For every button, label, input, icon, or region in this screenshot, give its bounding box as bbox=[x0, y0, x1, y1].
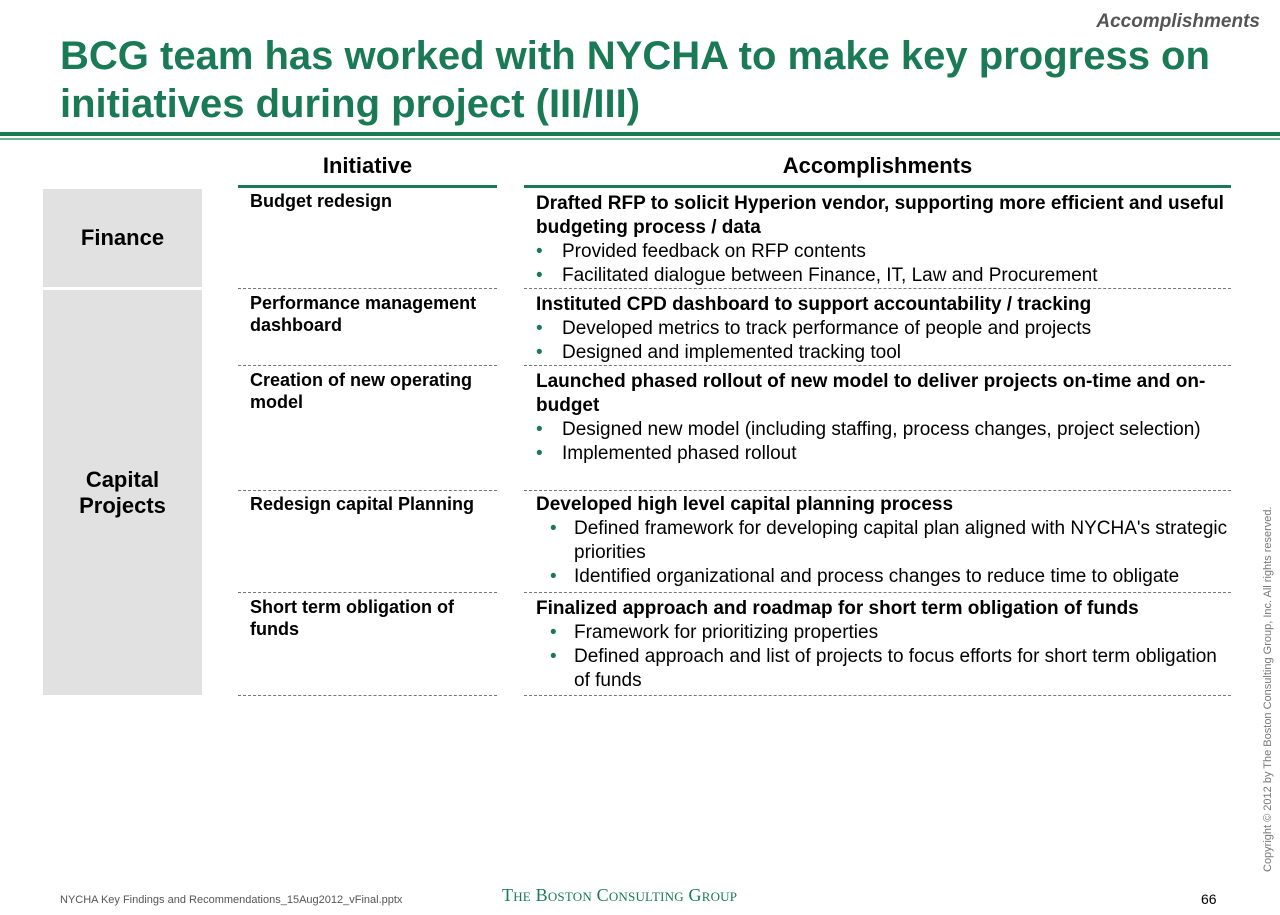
accomplishment-row bbox=[536, 293, 1236, 365]
row-divider bbox=[238, 288, 497, 289]
footer-filename: NYCHA Key Findings and Recommendations_15Aug2012_vFinal.pptx bbox=[60, 894, 403, 906]
bullet-icon: • bbox=[550, 646, 557, 667]
bullet-item: • Defined framework for developing capital plan aligned with NYCHA's strategic priorities bbox=[550, 518, 1228, 563]
bullet-item: • Defined approach and list of projects to focus efforts for short term obligation of funds bbox=[550, 646, 1217, 691]
row-divider bbox=[238, 592, 497, 593]
initiative-operating-model: Creation of new operating model bbox=[250, 370, 473, 412]
initiative-header-rule bbox=[238, 185, 497, 188]
section-tag: Accomplishments bbox=[1096, 11, 1260, 32]
bullet-item: • Implemented phased rollout bbox=[536, 443, 797, 464]
accomplishment-row bbox=[536, 192, 1236, 288]
initiative-performance-dashboard: Performance management dashboard bbox=[250, 293, 477, 335]
bullet-icon: • bbox=[536, 419, 543, 440]
copyright-notice: Copyright © 2012 by The Boston Consulting Group, Inc. All rights reserved. bbox=[1262, 506, 1274, 872]
row-divider bbox=[524, 592, 1231, 593]
accomplishment-headline: Drafted RFP to solicit Hyperion vendor, supporting more efficient and useful budgeting process / data bbox=[536, 193, 1224, 238]
bullet-icon: • bbox=[550, 622, 557, 643]
bullet-icon: • bbox=[536, 342, 543, 363]
initiative-budget-redesign: Budget redesign bbox=[250, 191, 393, 211]
category-capital-projects bbox=[43, 290, 202, 695]
accomplishment-bullets bbox=[536, 418, 1236, 466]
bullet-item: • Identified organizational and process changes to reduce time to obligate bbox=[550, 566, 1180, 587]
row-divider bbox=[238, 490, 497, 491]
accomplishment-bullets bbox=[536, 317, 1236, 365]
title-rule-thick bbox=[0, 132, 1280, 136]
accomplishment-bullets bbox=[536, 517, 1236, 589]
accomplishment-headline: Instituted CPD dashboard to support accountability / tracking bbox=[536, 294, 1092, 315]
bullet-icon: • bbox=[536, 241, 543, 262]
accomplishment-headline: Finalized approach and roadmap for short term obligation of funds bbox=[536, 598, 1139, 619]
row-divider bbox=[238, 365, 497, 366]
category-capital-label: Capital Projects bbox=[79, 466, 166, 518]
accomplishments-column-header: Accomplishments bbox=[782, 153, 973, 178]
row-divider bbox=[524, 695, 1231, 696]
row-divider bbox=[524, 365, 1231, 366]
bullet-item: • Facilitated dialogue between Finance, IT, Law and Procurement bbox=[536, 265, 1098, 286]
bullet-icon: • bbox=[536, 265, 543, 286]
bullet-item: • Provided feedback on RFP contents bbox=[536, 241, 866, 262]
initiative-column-header: Initiative bbox=[322, 153, 413, 178]
bullet-item: • Developed metrics to track performance of people and projects bbox=[536, 318, 1092, 339]
bullet-icon: • bbox=[536, 443, 543, 464]
bullet-item: • Framework for prioritizing properties bbox=[550, 622, 879, 643]
slide-title: BCG team has worked with NYCHA to make key progress on initiatives during project (III/III) bbox=[60, 34, 1210, 126]
accomplishment-bullets bbox=[536, 240, 1236, 288]
accomplishments-header-rule bbox=[524, 185, 1231, 188]
initiative-capital-planning: Redesign capital Planning bbox=[250, 494, 475, 514]
category-finance: Finance bbox=[43, 189, 202, 287]
title-rule-thin bbox=[0, 138, 1280, 140]
accomplishment-headline: Launched phased rollout of new model to deliver projects on-time and on-budget bbox=[536, 371, 1206, 416]
bcg-logo: The Boston Consulting Group bbox=[502, 885, 738, 905]
bullet-icon: • bbox=[536, 318, 543, 339]
bullet-icon: • bbox=[550, 518, 557, 539]
bullet-item: • Designed and implemented tracking tool bbox=[536, 342, 902, 363]
accomplishment-row bbox=[536, 370, 1236, 466]
page-number: 66 bbox=[1201, 891, 1217, 907]
initiative-short-term-obligation: Short term obligation of funds bbox=[250, 597, 454, 639]
accomplishment-headline: Developed high level capital planning process bbox=[536, 494, 954, 515]
accomplishment-row bbox=[536, 597, 1236, 693]
bullet-item: • Designed new model (including staffing, process changes, project selection) bbox=[536, 419, 1201, 440]
accomplishment-row bbox=[536, 493, 1236, 589]
row-divider bbox=[524, 490, 1231, 491]
row-divider bbox=[238, 695, 497, 696]
bullet-icon: • bbox=[550, 566, 557, 587]
accomplishment-bullets bbox=[536, 621, 1236, 693]
row-divider bbox=[524, 288, 1231, 289]
